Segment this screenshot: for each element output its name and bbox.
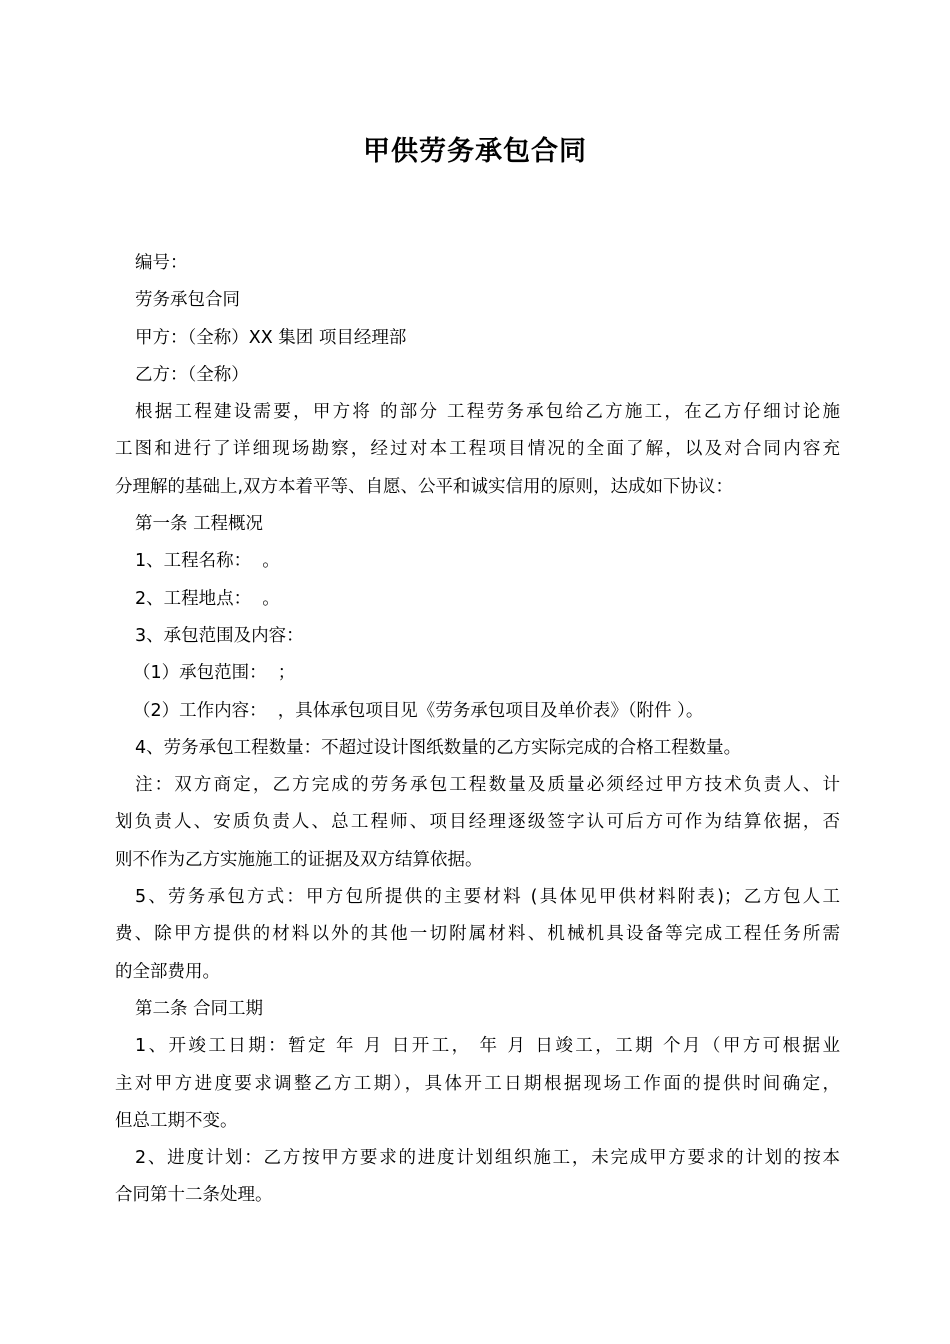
note-line-1: 注：双方商定，乙方完成的劳务承包工程数量及质量必须经过甲方技术负责人、计 — [135, 775, 840, 796]
work-content-item: （2）工作内容： ，具体承包项目见《劳务承包项目及单价表》（附件 ）。 — [133, 700, 704, 721]
scope-and-content: 3、承包范围及内容： — [135, 625, 304, 646]
progress-plan-line-2: 合同第十二条处理。 — [115, 1185, 273, 1206]
party-a: 甲方：（全称）XX 集团 项目经理部 — [135, 327, 407, 348]
document-title: 甲供劳务承包合同 — [363, 136, 587, 167]
note-line-3: 则不作为乙方实施施工的证据及双方结算依据。 — [115, 849, 483, 870]
note-line-2: 划负责人、安质负责人、总工程师、项目经理逐级签字认可后方可作为结算依据，否 — [115, 812, 840, 833]
party-b: 乙方：（全称） — [135, 364, 249, 385]
contract-subtitle: 劳务承包合同 — [135, 290, 240, 311]
contract-method-line-1: 5、劳务承包方式：甲方包所提供的主要材料 (具体见甲供材料附表)；乙方包人工 — [135, 887, 840, 908]
article-1-heading: 第一条 工程概况 — [135, 514, 264, 535]
schedule-line-3: 但总工期不变。 — [115, 1110, 238, 1131]
contract-method-line-2: 费、除甲方提供的材料以外的其他一切附属材料、机械机具设备等完成工程任务所需 — [115, 924, 840, 945]
scope-item: （1）承包范围： ； — [133, 663, 296, 684]
article-2-heading: 第二条 合同工期 — [135, 998, 264, 1019]
contract-number-label: 编号： — [135, 253, 188, 273]
preamble-line-1: 根据工程建设需要，甲方将 的部分 工程劳务承包给乙方施工，在乙方仔细讨论施 — [135, 402, 840, 423]
contract-method-line-3: 的全部费用。 — [115, 961, 220, 982]
schedule-line-2: 主对甲方进度要求调整乙方工期），具体开工日期根据现场工作面的提供时间确定， — [115, 1073, 840, 1094]
project-location: 2、工程地点： 。 — [135, 588, 280, 609]
progress-plan-line-1: 2、进度计划：乙方按甲方要求的进度计划组织施工，未完成甲方要求的计划的按本 — [135, 1148, 840, 1169]
schedule-line-1: 1、开竣工日期：暂定 年 月 日开工， 年 月 日竣工，工期 个月（甲方可根据业 — [135, 1036, 840, 1057]
preamble-line-2: 工图和进行了详细现场勘察，经过对本工程项目情况的全面了解，以及对合同内容充 — [115, 439, 840, 460]
document-body — [115, 245, 840, 1215]
project-name: 1、工程名称： 。 — [135, 551, 280, 572]
preamble-line-3: 分理解的基础上,双方本着平等、自愿、公平和诚实信用的原则，达成如下协议： — [115, 476, 734, 497]
work-quantity: 4、劳务承包工程数量：不超过设计图纸数量的乙方实际完成的合格工程数量。 — [135, 737, 742, 758]
